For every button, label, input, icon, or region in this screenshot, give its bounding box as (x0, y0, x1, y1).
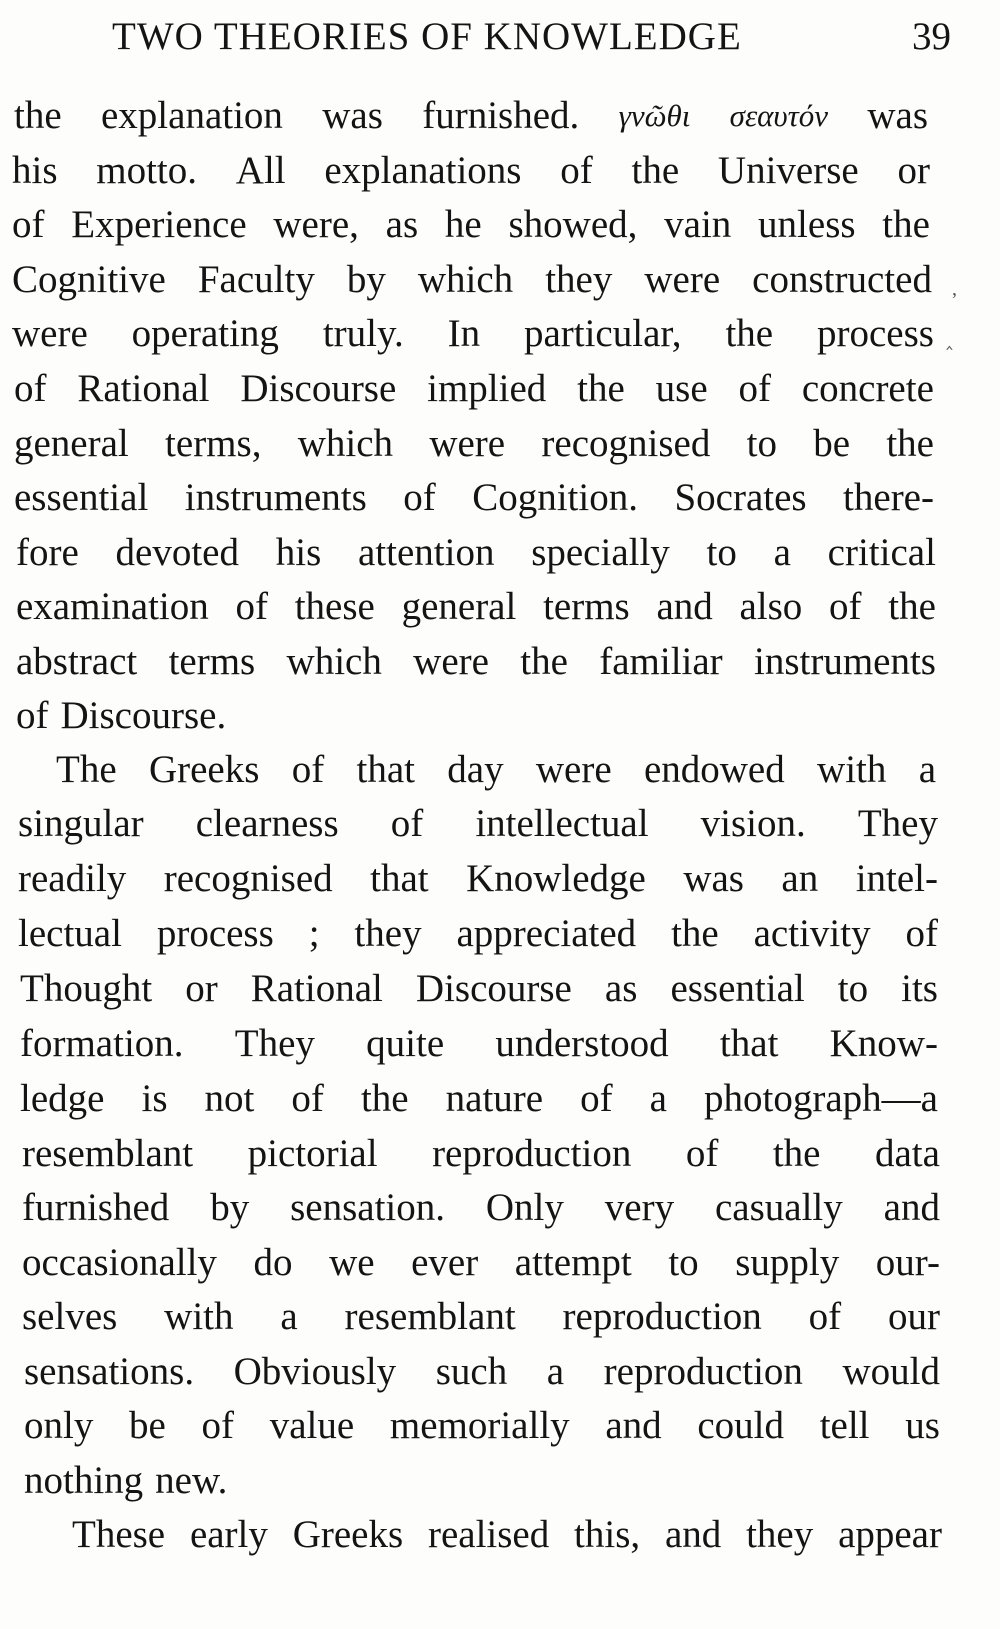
page-number: 39 (912, 15, 951, 58)
text-line: resemblant pictorial reproduction of the data (22, 1132, 940, 1175)
text-line: furnished by sensation. Only very casually and (22, 1186, 940, 1229)
text-line: The Greeks of that day were endowed with a (56, 748, 936, 791)
text-line: the explanation was furnished. γνῶθι σεαυτόν was (14, 94, 928, 137)
text-line: abstract terms which were the familiar instruments (16, 640, 936, 683)
text-line: These early Greeks realised this, and they appear (72, 1513, 942, 1556)
text-line: of Experience were, as he showed, vain unless the (12, 203, 930, 246)
margin-mark: , (952, 278, 957, 300)
text-line: were operating truly. In particular, the process (12, 312, 934, 355)
text-line: readily recognised that Knowledge was an intel- (18, 857, 938, 900)
text-line: general terms, which were recognised to be the (14, 422, 934, 465)
running-title: TWO THEORIES OF KNOWLEDGE (112, 15, 742, 58)
text-line: nothing new. (24, 1459, 228, 1502)
text-line: formation. They quite understood that Know- (20, 1022, 938, 1065)
text-line: of Discourse. (16, 694, 227, 737)
text-line: singular clearness of intellectual vision. They (18, 802, 938, 845)
text-line: fore devoted his attention specially to a critical (16, 531, 936, 574)
text-line: only be of value memorially and could tell us (24, 1404, 940, 1447)
text-line: selves with a resemblant reproduction of our (22, 1295, 940, 1338)
text-line: occasionally do we ever attempt to supply our- (22, 1241, 940, 1284)
text-line: lectual process ; they appreciated the activity of (18, 912, 938, 955)
text-line: Cognitive Faculty by which they were constructed (12, 258, 932, 301)
running-head (0, 14, 1000, 64)
text-line: sensations. Obviously such a reproduction would (24, 1350, 940, 1393)
text-line: examination of these general terms and also of the (16, 585, 936, 628)
text-line: Thought or Rational Discourse as essential to its (20, 967, 938, 1010)
text-line: his motto. All explanations of the Universe or (12, 149, 930, 192)
text-line: ledge is not of the nature of a photograph—a (20, 1077, 938, 1120)
text-line: essential instruments of Cognition. Socrates there- (14, 476, 934, 519)
text-line: of Rational Discourse implied the use of concrete (14, 367, 934, 410)
margin-mark: ‸ (946, 328, 953, 350)
